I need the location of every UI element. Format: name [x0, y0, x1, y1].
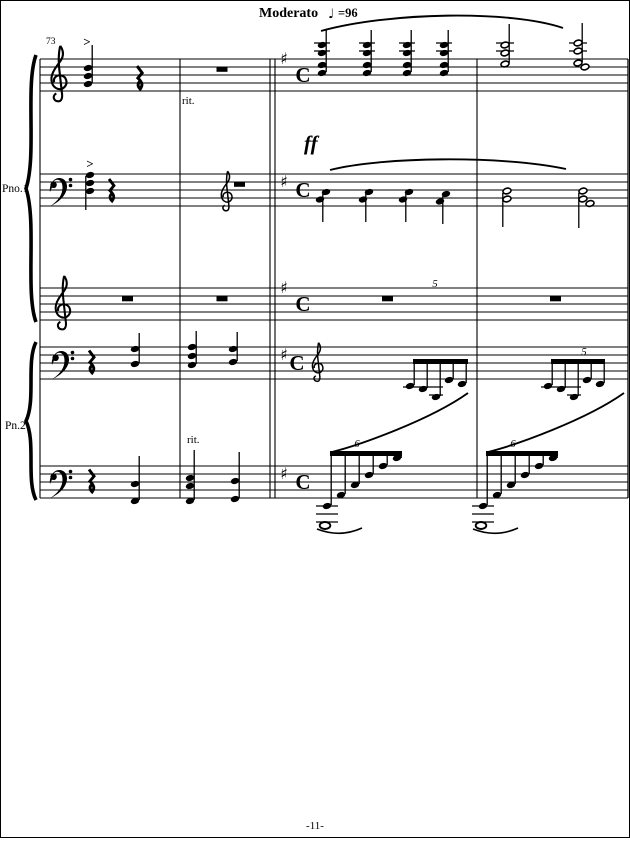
staff-piano1-bass: [40, 174, 628, 206]
sharp-icon: ♯: [280, 464, 288, 483]
quarter-note-icon: ♩: [328, 7, 335, 22]
whole-rest: [122, 297, 133, 302]
pedal-and-run: [316, 393, 468, 533]
staff-piano1-treble: [40, 59, 628, 91]
chord: [85, 171, 95, 210]
piano2-upper-notes: [89, 331, 605, 401]
rit-text: rit.: [187, 434, 200, 446]
chord: [569, 23, 590, 71]
phrase-slur: [330, 159, 566, 170]
whole-rest: [217, 67, 228, 72]
piano2-label: Pn.2: [5, 420, 26, 432]
svg-text:C: C: [295, 63, 311, 87]
beamed-run: [403, 359, 468, 401]
chord: [314, 30, 330, 77]
cross-staff-slur: [332, 393, 468, 452]
tuplet-6: 6: [510, 439, 516, 450]
chord: [496, 24, 514, 68]
beam: [551, 359, 605, 364]
dynamic-ff: ff: [304, 131, 318, 155]
tuplet-5: 5: [432, 279, 438, 290]
beam: [413, 359, 468, 364]
whole-rest: [550, 297, 561, 302]
cross-staff-slur: [488, 393, 624, 452]
chord: [130, 333, 140, 368]
chord: [399, 30, 415, 77]
treble-clef-change-icon: [312, 343, 322, 382]
chord: [502, 187, 511, 227]
tuplet-5: 5: [581, 347, 587, 358]
tempo-text: Moderato: [259, 6, 319, 21]
piano1-bass-notes: [85, 131, 595, 228]
measure-number: 73: [46, 37, 56, 47]
whole-rest: [217, 297, 228, 302]
quarter-rest: [89, 351, 94, 373]
svg-text:C: C: [289, 351, 305, 375]
accent-mark: >: [83, 34, 91, 49]
whole-rest: [382, 297, 393, 302]
rit-text: rit.: [182, 95, 195, 107]
svg-text:C: C: [295, 470, 311, 494]
sharp-icon: ♯: [280, 345, 288, 364]
sharp-icon: ♯: [280, 172, 288, 191]
beam: [486, 451, 558, 456]
sharp-icon: ♯: [280, 278, 288, 297]
quarter-rest: [137, 66, 142, 89]
chord: [315, 188, 331, 222]
beam: [330, 451, 402, 456]
chord: [358, 188, 374, 222]
tuplet-6: 6: [354, 439, 360, 450]
piano2-lower-notes: [89, 393, 624, 533]
time-signature: [289, 63, 310, 494]
piano2-brace: [26, 342, 36, 500]
staff-piano1-extra: [40, 288, 628, 320]
treble-clef-icon: [56, 276, 71, 329]
piano1-extra-staff-rests: [122, 279, 561, 301]
page-border: [1, 1, 630, 838]
tempo-bpm: =96: [338, 6, 358, 20]
key-signature: [280, 49, 288, 483]
piano1-label: Pno.1: [2, 183, 29, 195]
svg-text:C: C: [295, 178, 311, 202]
whole-note: [476, 522, 487, 529]
treble-clef-change-icon: [221, 171, 232, 211]
staff-piano2-lower: [40, 466, 628, 498]
treble-clef-icon: [51, 46, 66, 101]
chord: [398, 188, 414, 222]
chord: [436, 30, 452, 77]
chord: [230, 452, 240, 503]
whole-rest: [234, 182, 245, 187]
chord: [435, 190, 451, 224]
page-number: -11-: [306, 820, 324, 832]
staff-piano2-upper: [40, 347, 628, 379]
chord: [185, 450, 195, 505]
whole-note: [320, 522, 331, 529]
svg-text:C: C: [295, 292, 311, 316]
pedal-and-run: [472, 393, 624, 533]
piano1-treble-notes: [83, 16, 590, 107]
chord: [228, 332, 238, 366]
barlines: [40, 59, 628, 498]
chord: [578, 187, 594, 228]
sharp-icon: ♯: [280, 49, 288, 68]
chord: [359, 30, 375, 77]
accent-mark: >: [86, 156, 94, 171]
quarter-rest: [89, 470, 94, 492]
tempo-marking: [259, 6, 358, 22]
